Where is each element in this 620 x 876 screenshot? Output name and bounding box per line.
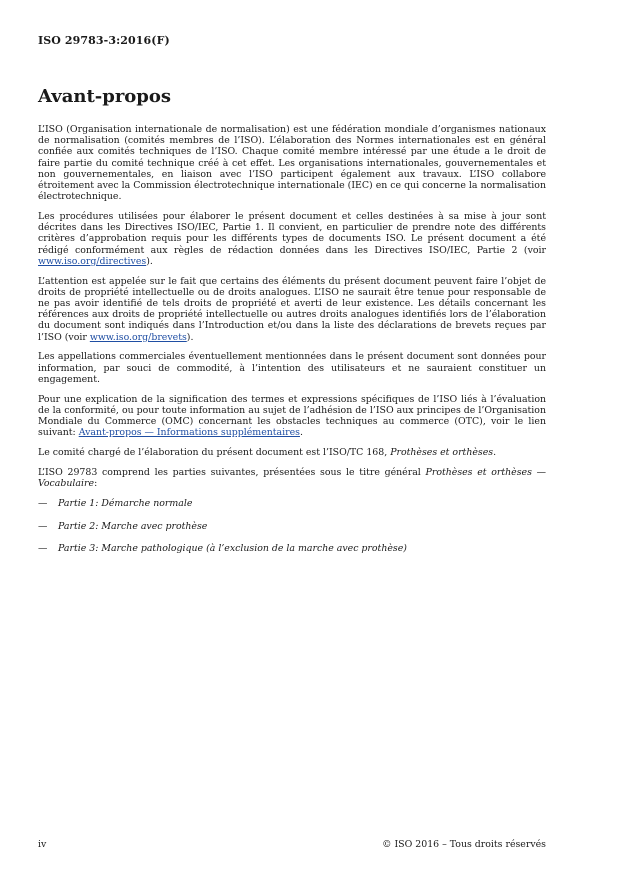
paragraph-text: ). <box>186 331 194 343</box>
list-item <box>38 543 546 554</box>
part-title: Partie 1: Démarche normale <box>58 497 193 509</box>
paragraph-text: Les appellations commerciales éventuellement mentionnées dans le présent document sont données pour information, par souci de commodité, à l’intention des utilisateurs et ne sauraient constituer un engagement. <box>38 351 546 385</box>
dash-bullet: — <box>38 497 48 509</box>
paragraph-text: . <box>493 447 497 459</box>
paragraph-text: L’ISO (Organisation internationale de normalisation) est une fédération mondiale d’organismes nationaux de normalisation (comités membres de l’ISO). L’élaboration des Normes internationales est en général confiée aux comités techniques de l’ISO. Chaque comité membre intéressé par une étude a le droit de faire partie du comité technique créé à cet effet. Les organisations internationales, gouvernementales et non gouvernementales, en liaison avec l’ISO participent également aux travaux. L’ISO collabore étroitement avec la Commission électrotechnique internationale (IEC) en ce qui concerne la normalisation électrotechnique. <box>38 124 546 203</box>
paragraph-text: : <box>94 478 98 490</box>
paragraph-parts-intro <box>38 467 546 489</box>
paragraph-text: . <box>299 427 303 439</box>
directives-link[interactable]: www.iso.org/directives <box>38 255 147 267</box>
paragraph-text: Les procédures utilisées pour élaborer le présent document et celles destinées à sa mise à jour sont décrites dans les Directives ISO/IEC, Partie 1. Il convient, en particulier de prendre note des différents critères d’approbation requis pour les différents types de documents ISO. Le présent document a été rédigé conformément aux règles de rédaction données dans les Directives ISO/IEC, Partie 2 (voir <box>38 211 546 256</box>
supplementary-info-link[interactable]: Avant-propos — Informations supplémentaires <box>78 427 300 439</box>
dash-bullet: — <box>38 520 48 532</box>
paragraph-iso-organisation <box>38 124 546 202</box>
paragraph-text: L’attention est appelée sur le fait que certains des éléments du présent document peuvent faire l’objet de droits de propriété intellectuelle ou de droits analogues. L’ISO ne saurait être tenue pour responsable de ne pas avoir identifié de tels droits de propriété et averti de leur existence. Les détails concernant les références aux droits de propriété intellectuelle ou autres droits analogues identifiés lors de l’élaboration du document sont indiqués dans l’Introduction et/ou dans la liste des déclarations de brevets reçues par l’ISO (voir <box>38 275 546 343</box>
paragraph-trade-names <box>38 351 546 385</box>
document-id: ISO 29783-3:2016(F) <box>38 34 170 47</box>
paragraph-text: L’ISO 29783 comprend les parties suivantes, présentées sous le titre général <box>38 466 426 478</box>
list-item <box>38 521 546 532</box>
general-title: Prothèses et orthèses — Vocabulaire <box>38 466 546 490</box>
list-item <box>38 498 546 509</box>
page-number: iv <box>38 839 47 850</box>
committee-title: Prothèses et orthèses <box>390 447 494 459</box>
dash-bullet: — <box>38 543 48 555</box>
page-title: Avant-propos <box>38 86 172 107</box>
part-title: Partie 3: Marche pathologique (à l’exclusion de la marche avec prothèse) <box>58 543 407 555</box>
parts-list <box>38 498 546 555</box>
paragraph-procedures <box>38 211 546 267</box>
paragraph-text: Le comité chargé de l’élaboration du présent document est l’ISO/TC 168, <box>38 447 391 459</box>
part-title: Partie 2: Marche avec prothèse <box>58 520 208 532</box>
paragraph-text: ). <box>146 255 153 267</box>
foreword-body <box>38 124 546 566</box>
paragraph-conformity <box>38 394 546 439</box>
patents-link[interactable]: www.iso.org/brevets <box>89 331 187 343</box>
paragraph-text: Pour une explication de la signification des termes et expressions spécifiques de l’ISO liés à l’évaluation de la conformité, ou pour toute information au sujet de l’adhésion de l’ISO aux principes de l’Organisation Mondiale du Commerce (OMC) concernant les obstacles techniques au commerce (OTC), voir le lien suivant: <box>38 393 546 439</box>
paragraph-patent-rights <box>38 276 546 343</box>
paragraph-committee <box>38 447 546 458</box>
copyright-notice: © ISO 2016 – Tous droits réservés <box>382 839 546 850</box>
